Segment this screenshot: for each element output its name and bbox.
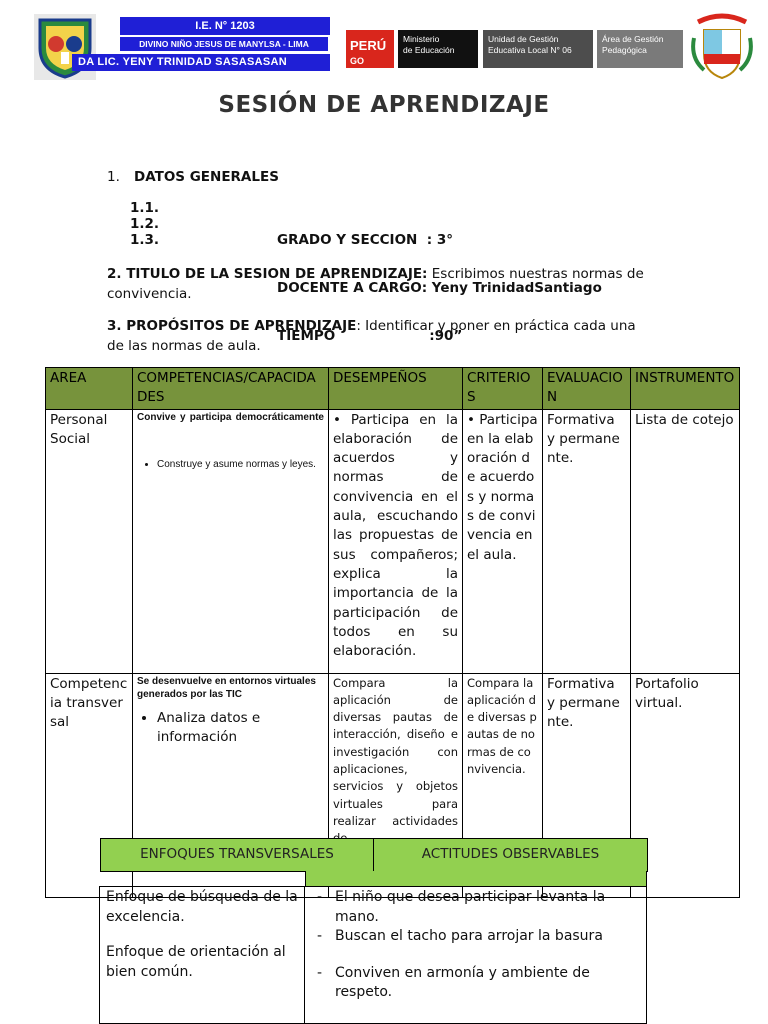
header-competencias: COMPETENCIAS/CAPACIDADES [133, 368, 329, 410]
director-name: DA LIC. YENY TRINIDAD SASASASAN [72, 54, 330, 71]
actitud-item: - Conviven en armonía y ambiente de respeto. [313, 964, 638, 1003]
table-row [46, 409, 740, 673]
actitud-item: - Buscan el tacho para arrojar la basura [313, 927, 638, 947]
enfoques-left-cell [99, 886, 305, 1024]
area-line-2: Pedagógica [602, 45, 647, 55]
enfoque-bien-comun: Enfoque de orientación al bien común. [106, 944, 286, 980]
datos-heading [107, 167, 279, 187]
datos-num-list [130, 200, 159, 248]
titulo-text-1: Escribimos nuestras normas de [427, 266, 644, 282]
header-criterios: CRITERIOS [463, 368, 543, 410]
row2-evaluacion: Formativa y permanente. [543, 673, 631, 897]
enfoques-header-row [101, 839, 648, 872]
peru-sub: GO [350, 56, 365, 66]
datos-num: 1. [107, 169, 120, 185]
propositos-label: 3. PROPÓSITOS DE APRENDIZAJE [107, 318, 357, 334]
row1-criterio: • Participa en la elaboración de acuerdos y normas de convivencia en el aula. [463, 409, 543, 673]
titulo-text-2: convivencia. [107, 286, 192, 302]
school-name: DIVINO NIÑO JESUS DE MANYLSA - LIMA [120, 37, 328, 51]
area-line-1: Área de Gestión [602, 34, 664, 44]
propositos-text-2: de las normas de aula. [107, 338, 261, 354]
row2-capacidad: • Analiza datos e información [157, 709, 324, 747]
titulo-label: 2. TITULO DE LA SESION DE APRENDIZAJE: [107, 266, 428, 282]
datos-row-num-1: 1.1. [130, 200, 160, 216]
enfoques-header-right: ACTITUDES OBSERVABLES [374, 839, 648, 872]
enfoques-right-cell [305, 886, 647, 1024]
row2-desempeno: Compara la aplicación de diversas pautas de interacción, diseño e investigación con aplicaciones, servicios y objetos virtuales para realizar actividades [329, 673, 463, 897]
row1-capacidad: • Construye y asume normas y leyes. [157, 458, 324, 471]
national-coat-of-arms-icon [690, 8, 754, 84]
actitudes-list [313, 888, 638, 1003]
row2-area: Competencia transversal [46, 673, 133, 897]
enfoque-excelencia: Enfoque de búsqueda de la excelencia. [106, 889, 298, 925]
enfoques-green-strip [305, 871, 647, 887]
titulo-sesion [107, 264, 667, 304]
datos-docente: DOCENTE A CARGO: Yeny TrinidadSantiago [277, 280, 602, 296]
ugel-line-1: Unidad de Gestión [488, 34, 559, 44]
datos-grado: GRADO Y SECCION : 3° [277, 232, 453, 248]
row1-competencia-cell [133, 409, 329, 673]
enfoques-header-left: ENFOQUES TRANSVERSALES [101, 839, 374, 872]
row2-criterio: Compara la aplicación de diversas pautas de normas de convivencia. [463, 673, 543, 897]
row1-instrumento: Lista de cotejo [631, 409, 740, 673]
learning-table [45, 367, 740, 898]
datos-heading-label: DATOS GENERALES [134, 169, 279, 185]
row2-instrumento: Portafolio virtual. [631, 673, 740, 897]
row1-area: Personal Social [46, 409, 133, 673]
row1-competencia: Convive y participa democráticamente [137, 411, 324, 423]
datos-row-num-3: 1.3. [130, 232, 160, 248]
row1-evaluacion: Formativa y permanente. [543, 409, 631, 673]
row2-capacidad-list [137, 709, 324, 747]
ministerio-box [398, 30, 478, 68]
propositos [107, 316, 667, 356]
header-instrumento: INSTRUMENTO [631, 368, 740, 410]
ministerio-line-2: de Educación [403, 45, 455, 55]
row2-competencia: Se desenvuelve en entornos virtuales generados por las TIC [137, 675, 316, 700]
datos-row-num-2: 1.2. [130, 216, 160, 232]
area-gestion-box [597, 30, 683, 68]
peru-label: PERÚ [350, 38, 387, 53]
header-area: AREA [46, 368, 133, 410]
datos-tiempo: TIEMPO :90” [277, 328, 463, 344]
row1-capacidad-list [137, 458, 324, 471]
header-desempenos: DESEMPEÑOS [329, 368, 463, 410]
ugel-box [483, 30, 593, 68]
ugel-line-2: Educativa Local N° 06 [488, 45, 572, 55]
peru-logo [346, 30, 394, 68]
table-header-row [46, 368, 740, 410]
propositos-text-1: : Identificar y poner en práctica cada una [356, 318, 636, 334]
ministerio-line-1: Ministerio [403, 34, 440, 44]
school-ie-title: I.E. N° 1203 [120, 17, 330, 35]
page-title: SESIÓN DE APRENDIZAJE [218, 92, 550, 118]
header-evaluacion: EVALUACION [543, 368, 631, 410]
enfoques-table [100, 838, 648, 872]
row1-desempeno: • Participa en la elaboración de acuerdos y normas de convivencia en el aula, escuchando las propuestas de sus compañeros; explica la importancia de la participación de todos en su elaboración. [329, 409, 463, 673]
actitud-item: - El niño que desea participar levanta la mano. [313, 888, 638, 927]
